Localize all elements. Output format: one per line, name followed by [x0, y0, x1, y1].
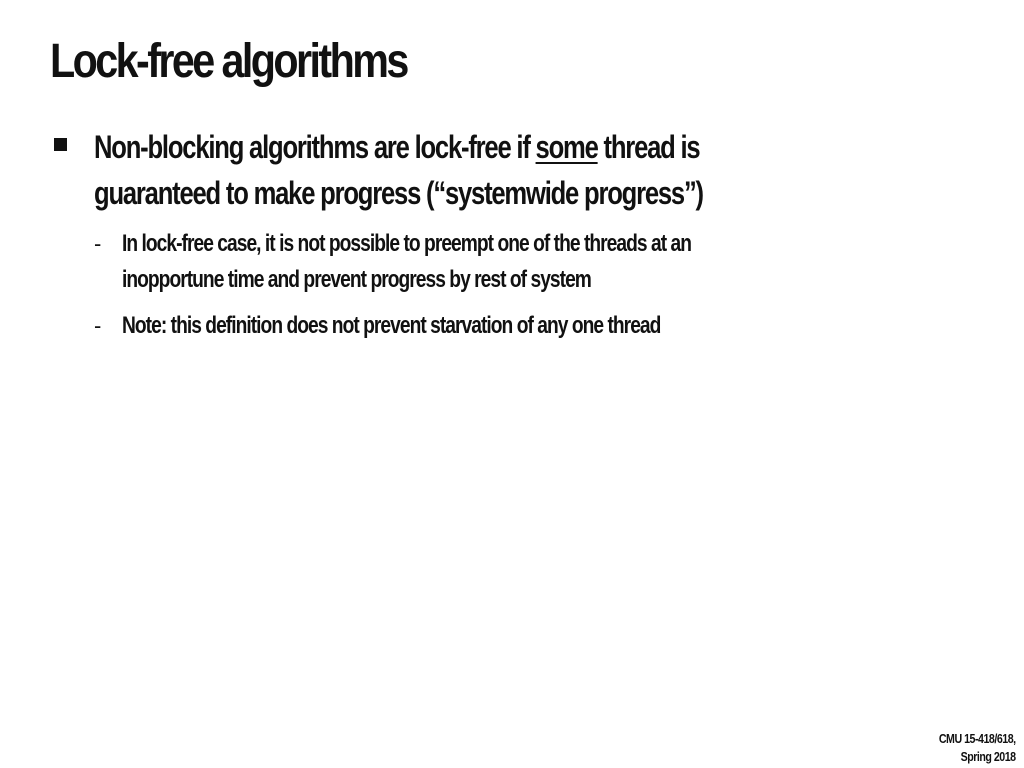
footer-course: CMU 15-418/618,	[939, 731, 1016, 746]
main-bullet-line-1-end: thread is	[597, 129, 700, 165]
sub-bullet-1-line-1: In lock-free case, it is not possible to preempt one of the threads at an	[122, 230, 691, 257]
slide-title: Lock-free algorithms	[50, 35, 407, 88]
square-bullet-icon	[54, 138, 67, 151]
dash-bullet-icon: -	[94, 231, 102, 256]
sub-bullet-2-line-1: Note: this definition does not prevent starvation of any one thread	[122, 312, 661, 339]
main-bullet-line-1	[94, 124, 894, 170]
sub-bullet-1-text	[122, 226, 938, 298]
main-bullet-line-2: guaranteed to make progress (“systemwide progress”)	[94, 175, 703, 211]
footer-term: Spring 2018	[960, 749, 1016, 764]
emphasized-word: some	[535, 129, 598, 165]
sub-bullet-1-line-2: inopportune time and prevent progress by rest of system	[122, 266, 591, 293]
main-bullet-line-1-start: Non-blocking algorithms are lock-free if	[94, 129, 536, 165]
sub-bullet-2-text	[122, 308, 938, 344]
course-footer	[939, 730, 1016, 766]
main-bullet-text	[94, 124, 894, 216]
dash-bullet-icon: -	[94, 313, 102, 338]
